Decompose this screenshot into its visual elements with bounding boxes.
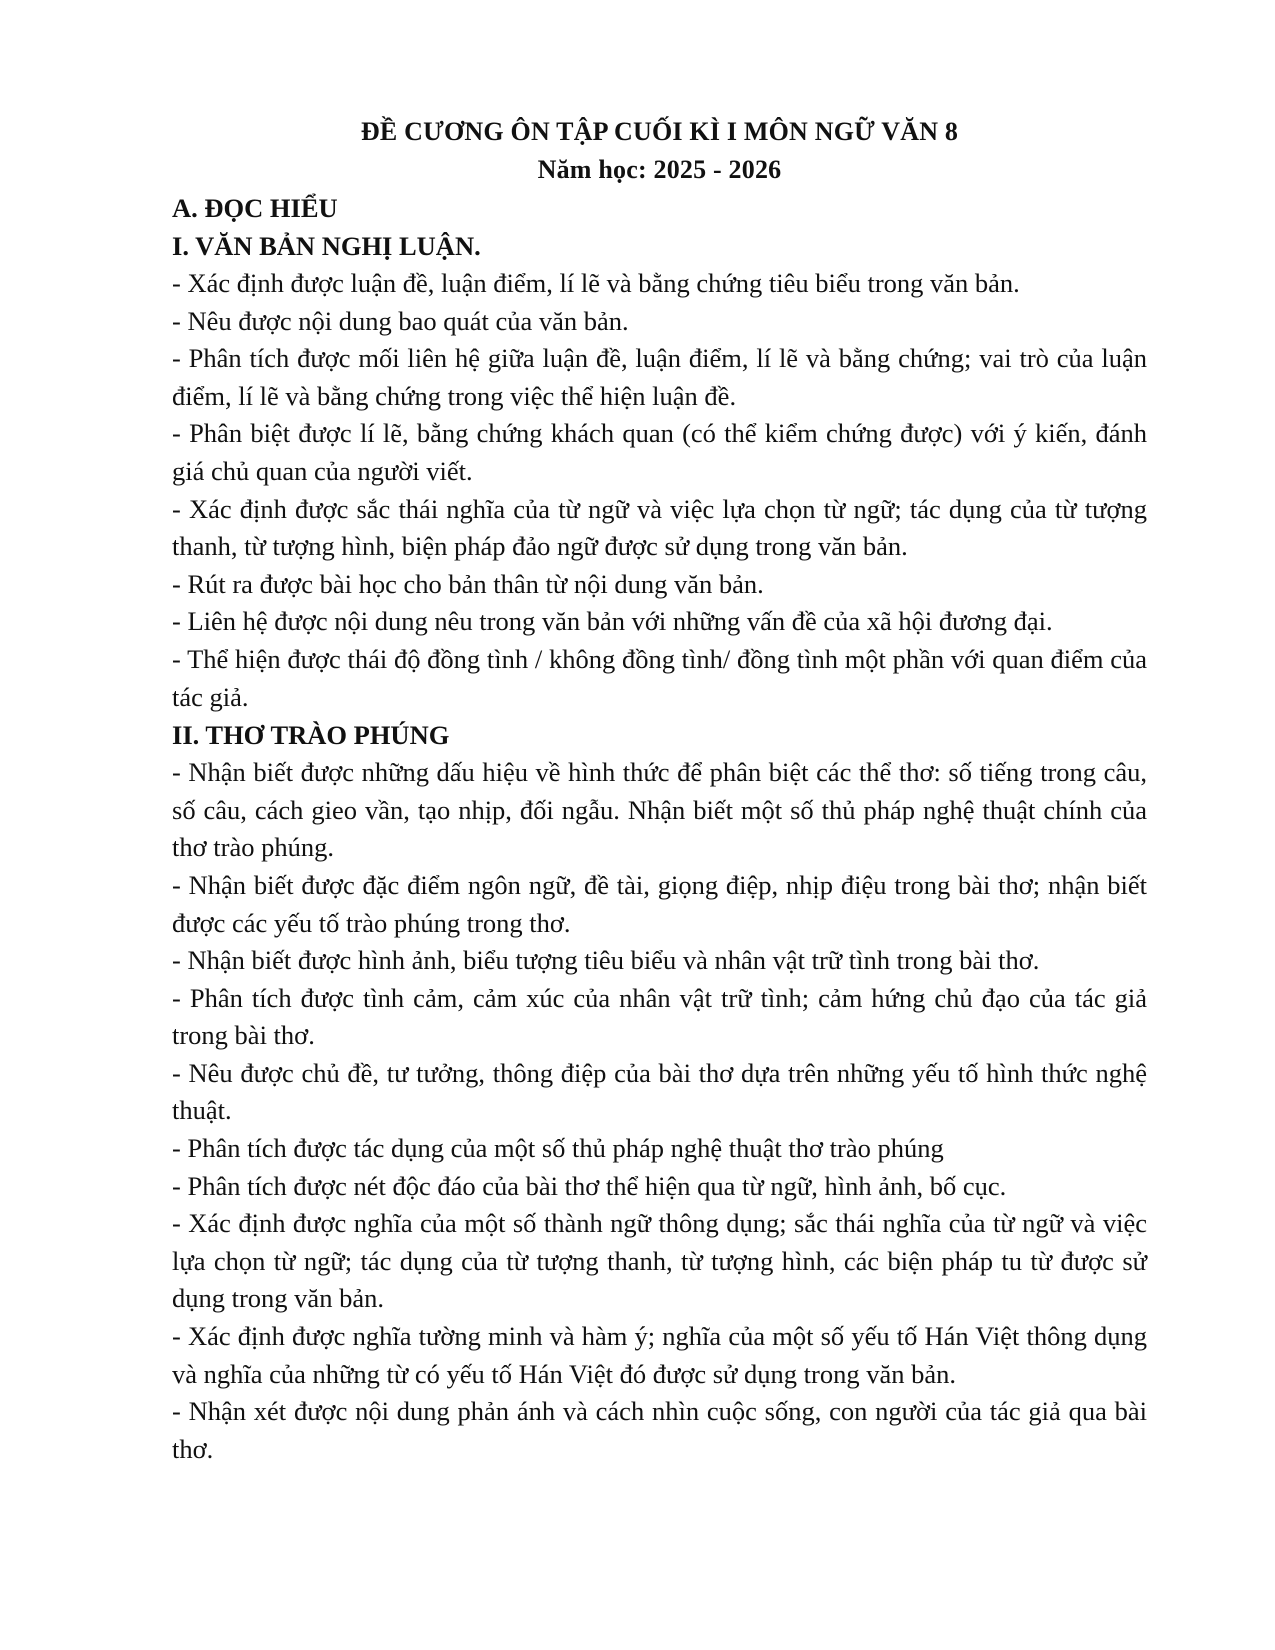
section-2-item: - Phân tích được tác dụng của một số thủ pháp nghệ thuật thơ trào phúng: [172, 1133, 944, 1164]
section-1-item: - Phân biệt được lí lẽ, bằng chứng khách quan (có thể kiểm chứng được) với ý kiến, đánh giá chủ quan của người viết.: [172, 418, 1147, 486]
section-2-item: - Nhận biết được những dấu hiệu về hình thức để phân biệt các thể thơ: số tiếng trong câu, số câu, cách gieo vần, tạo nhịp, đối ngẫu. Nhận biết một số thủ pháp nghệ thuật chính của thơ trào phúng.: [172, 757, 1147, 863]
part-a-heading: A. ĐỌC HIỂU: [172, 193, 338, 223]
section-2-item: - Xác định được nghĩa tường minh và hàm ý; nghĩa của một số yếu tố Hán Việt thông dụng và nghĩa của những từ có yếu tố Hán Việt đó được sử dụng trong văn bản.: [172, 1321, 1147, 1389]
section-2-item: - Nhận xét được nội dung phản ánh và cách nhìn cuộc sống, con người của tác giả qua bài thơ.: [172, 1396, 1147, 1464]
section-1-item: - Thể hiện được thái độ đồng tình / không đồng tình/ đồng tình một phần với quan điểm của tác giả.: [172, 643, 1147, 712]
section-1-item: - Phân tích được mối liên hệ giữa luận đề, luận điểm, lí lẽ và bằng chứng; vai trò của luận điểm, lí lẽ và bằng chứng trong việc thể hiện luận đề.: [172, 343, 1147, 411]
section-2-item: - Phân tích được tình cảm, cảm xúc của nhân vật trữ tình; cảm hứng chủ đạo của tác giả trong bài thơ.: [172, 982, 1147, 1051]
section-1-heading: I. VĂN BẢN NGHỊ LUẬN.: [172, 231, 481, 261]
section-1-item: - Nêu được nội dung bao quát của văn bản.: [172, 305, 629, 336]
section-1-item: - Xác định được sắc thái nghĩa của từ ngữ và việc lựa chọn từ ngữ; tác dụng của từ tượng thanh, từ tượng hình, biện pháp đảo ngữ được sử dụng trong văn bản.: [172, 493, 1147, 562]
section-2-item: - Nêu được chủ đề, tư tưởng, thông điệp của bài thơ dựa trên những yếu tố hình thức nghệ thuật.: [172, 1057, 1147, 1126]
section-1-item: - Xác định được luận đề, luận điểm, lí lẽ và bằng chứng tiêu biểu trong văn bản.: [172, 268, 1020, 298]
section-1-item: - Rút ra được bài học cho bản thân từ nội dung văn bản.: [172, 568, 764, 599]
section-2-item: - Phân tích được nét độc đáo của bài thơ thể hiện qua từ ngữ, hình ảnh, bố cục.: [172, 1170, 1007, 1201]
section-2-item: - Xác định được nghĩa của một số thành ngữ thông dụng; sắc thái nghĩa của từ ngữ và việc lựa chọn từ ngữ; tác dụng của từ tượng thanh, từ tượng hình, các biện pháp tu từ được sử dụng trong văn bản.: [172, 1208, 1147, 1314]
document-title: ĐỀ CƯƠNG ÔN TẬP CUỐI KÌ I MÔN NGỮ VĂN 8: [360, 117, 959, 146]
section-2-item: - Nhận biết được đặc điểm ngôn ngữ, đề tài, giọng điệp, nhịp điệu trong bài thơ; nhận biết được các yếu tố trào phúng trong thơ.: [172, 869, 1147, 938]
school-year: Năm học: 2025 - 2026: [537, 155, 782, 184]
document-page: [172, 113, 1147, 1468]
section-2-heading: II. THƠ TRÀO PHÚNG: [172, 720, 450, 751]
section-2-item: - Nhận biết được hình ảnh, biểu tượng tiêu biểu và nhân vật trữ tình trong bài thơ.: [172, 945, 1040, 976]
section-1-item: - Liên hệ được nội dung nêu trong văn bản với những vấn đề của xã hội đương đại.: [172, 606, 1053, 637]
